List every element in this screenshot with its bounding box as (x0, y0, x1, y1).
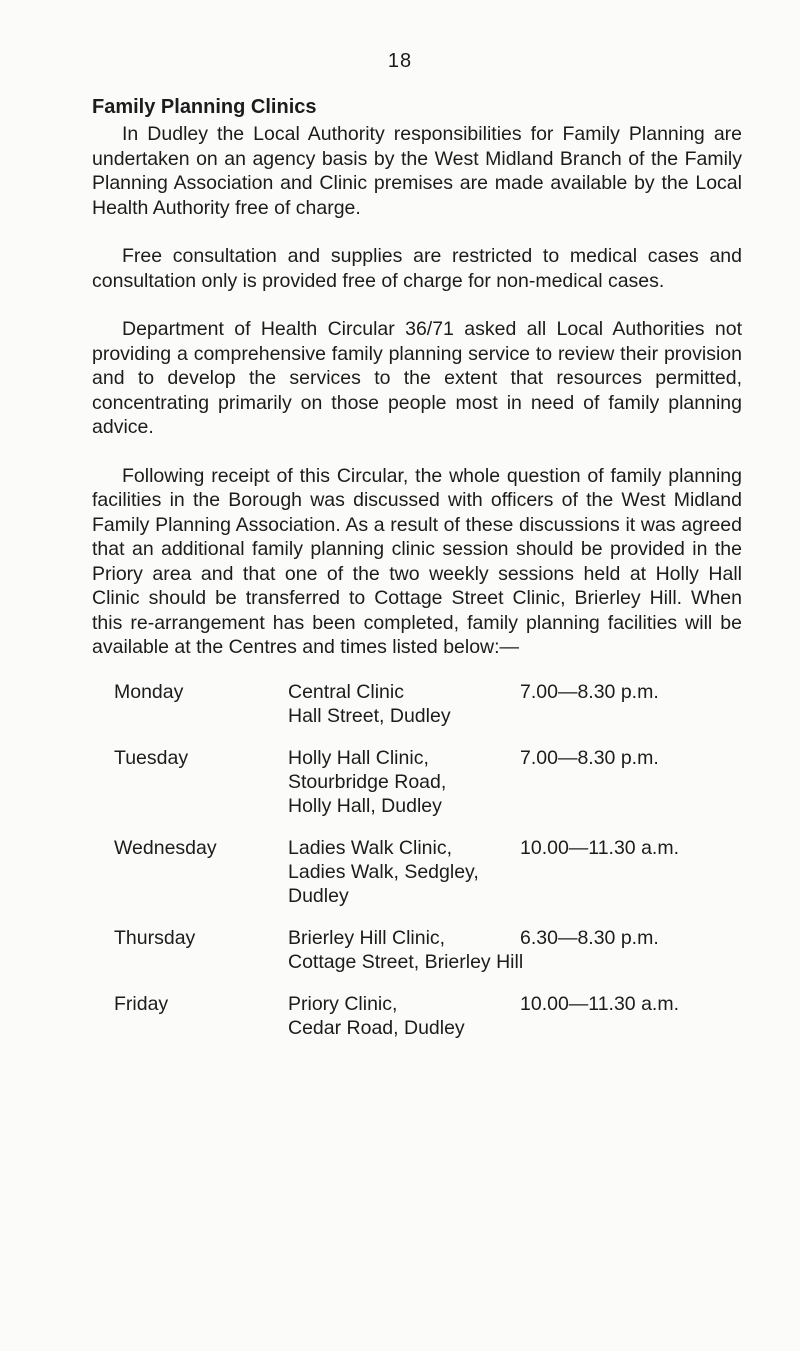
schedule-row (0, 992, 800, 1040)
session-time: 7.00—8.30 p.m. (520, 681, 659, 703)
schedule-row (0, 746, 800, 818)
clinic-schedule (0, 680, 800, 1058)
paragraph: Free consultation and supplies are restricted to medical cases and consultation only is provided free of charge for non-medical cases. (92, 245, 742, 292)
clinic-address-line: Cottage Street, Brierley Hill (288, 951, 524, 973)
schedule-day: Thursday (114, 927, 196, 949)
clinic-address-line: Cedar Road, Dudley (288, 1017, 465, 1039)
schedule-day: Friday (114, 993, 169, 1015)
clinic-address-line: Hall Street, Dudley (288, 705, 451, 727)
schedule-row (0, 836, 800, 908)
schedule-day: Monday (114, 681, 184, 703)
session-time: 6.30—8.30 p.m. (520, 927, 659, 949)
schedule-row (0, 926, 800, 974)
schedule-day: Tuesday (114, 747, 189, 769)
section-heading: Family Planning Clinics (92, 96, 317, 118)
clinic-address-line: Ladies Walk, Sedgley, (288, 861, 479, 883)
clinic-address-line: Stourbridge Road, (288, 771, 447, 793)
clinic-address-line: Central Clinic (288, 681, 404, 703)
session-time: 7.00—8.30 p.m. (520, 747, 659, 769)
schedule-day: Wednesday (114, 837, 217, 859)
clinic-address-line: Dudley (288, 885, 349, 907)
body-text (92, 122, 742, 684)
clinic-address-line: Brierley Hill Clinic, (288, 927, 446, 949)
paragraph: In Dudley the Local Authority responsibilities for Family Planning are undertaken on an agency basis by the West Midland Branch of the Family Planning Association and Clinic premises are made available by the Local Health Authority free of charge. (92, 123, 742, 219)
session-time: 10.00—11.30 a.m. (520, 837, 679, 859)
clinic-address-line: Holly Hall, Dudley (288, 795, 442, 817)
session-time: 10.00—11.30 a.m. (520, 993, 679, 1015)
paragraph: Department of Health Circular 36/71 asked all Local Authorities not providing a comprehensive family planning service to review their provision and to develop the services to the extent that resources permitted, concentrating primarily on those people most in need of family planning advice. (92, 318, 742, 438)
clinic-address-line: Holly Hall Clinic, (288, 747, 429, 769)
page-number: 18 (387, 50, 413, 72)
clinic-address-line: Ladies Walk Clinic, (288, 837, 452, 859)
clinic-address-line: Priory Clinic, (288, 993, 398, 1015)
schedule-row (0, 680, 800, 728)
paragraph: Following receipt of this Circular, the whole question of family planning facilities in the Borough was discussed with officers of the West Midland Family Planning Association. As a result of these discussions it was agreed that an additional family planning clinic session should be provided in the Priory area and that one of the two weekly sessions held at Holly Hall Clinic should be transferred to Cottage Street Clinic, Brierley Hill. When this re-arrangement has been completed, family planning facilities will be available at the Centres and times listed below:— (92, 464, 742, 658)
